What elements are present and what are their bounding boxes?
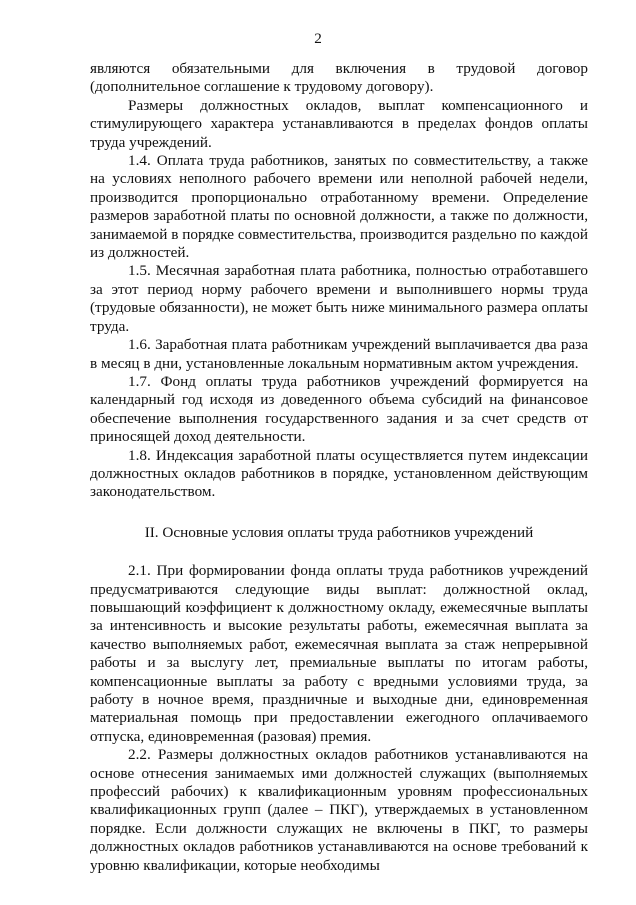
paragraph-1-4: 1.4. Оплата труда работников, занятых по совместительству, а также на условиях неполного рабочего времени или неполной рабочей недели, производится пропорционально отработанному времени. Определение размеров заработной платы по основной должности, а также по должности, занимаемой в порядке совместительства, производится раздельно по каждой из должностей. xyxy=(90,152,588,262)
paragraph: являются обязательными для включения в трудовой договор (дополнительное соглашение к трудовому договору). xyxy=(90,60,588,96)
paragraph-2-1: 2.1. При формировании фонда оплаты труда работников учреждений предусматриваются следующие виды выплат: должностной оклад, повышающий коэффициент к должностному окладу, ежемесячные выплаты за интенсивность и высокие результаты работы, ежемесячная выплата за качество выполняемых работ, ежемесячная выплата за стаж непрерывной работы и за выслугу лет, премиальные выплаты по итогам работы, компенсационные выплаты за работу с вредными условиями труда, за работу в ночное время, праздничные и выходные дни, единовременная материальная помощь при предоставлении ежегодного оплачиваемого отпуска, единовременная (разовая) премия. xyxy=(90,562,588,745)
paragraph-1-5: 1.5. Месячная заработная плата работника, полностью отработавшего за этот период норму рабочего времени и выполнившего нормы труда (трудовые обязанности), не может быть ниже минимального размера оплаты труда. xyxy=(90,262,588,335)
paragraph-1-6: 1.6. Заработная плата работникам учреждений выплачивается два раза в месяц в дни, установленные локальным нормативным актом учреждения. xyxy=(90,336,588,372)
section-heading: II. Основные условия оплаты труда работников учреждений xyxy=(144,523,534,541)
paragraph-1-8: 1.8. Индексация заработной платы осуществляется путем индексации должностных окладов работников в порядке, установленном действующим законодательством. xyxy=(90,446,588,501)
paragraph: Размеры должностных окладов, выплат компенсационного и стимулирующего характера устанавливаются в пределах фондов оплаты труда учреждений. xyxy=(90,96,588,151)
paragraph-1-7: 1.7. Фонд оплаты труда работников учреждений формируется на календарный год исходя из доведенного объема субсидий на финансовое обеспечение выполнения государственного задания и за счет средств от приносящей доход деятельности. xyxy=(90,372,588,446)
paragraph-2-2: 2.2. Размеры должностных окладов работников устанавливаются на основе отнесения занимаемых ими должностей служащих (выполняемых профессий рабочих) к квалификационным уровням профессиональных квалификационных групп (далее – ПКГ), утверждаемых в установленном порядке. Если должности служащих не включены в ПКГ, то размеры должностных окладов работников устанавливаются на основе требований к уровню квалификации, которые необходимы xyxy=(90,746,588,874)
document-body xyxy=(90,60,588,875)
page-number: 2 xyxy=(314,30,322,47)
